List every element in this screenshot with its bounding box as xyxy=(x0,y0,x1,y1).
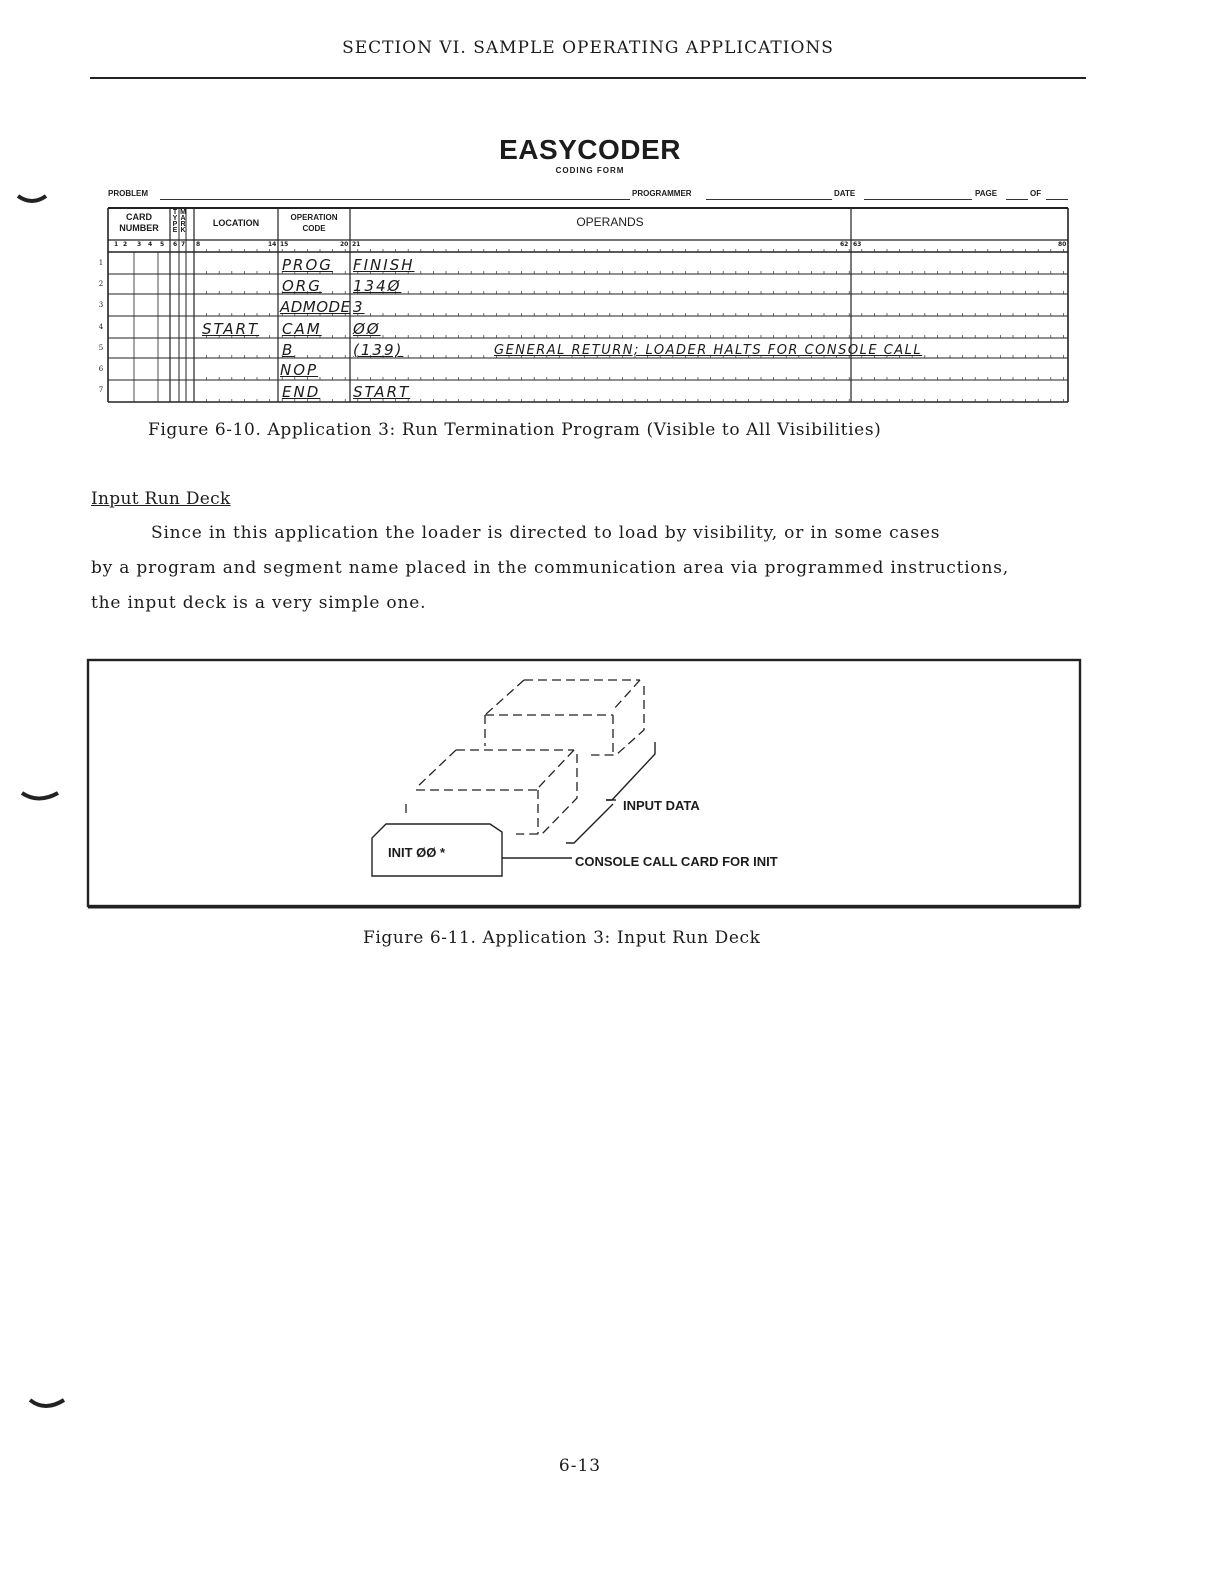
col-num: 7 xyxy=(181,241,186,248)
form-title: EASYCODER xyxy=(499,134,681,165)
col-num: 5 xyxy=(160,241,165,248)
deck-mid-side xyxy=(516,754,577,834)
operands-header: OPERANDS xyxy=(576,215,644,229)
form-subtitle: CODING FORM xyxy=(555,166,625,175)
operation-cell: B xyxy=(282,341,295,359)
card-number-header: CARD NUMBER xyxy=(119,212,159,233)
operands-cell: FINISH xyxy=(353,256,415,274)
col-num: 80 xyxy=(1058,241,1067,248)
operands-cell: 134Ø xyxy=(353,277,402,295)
col-num: 20 xyxy=(340,241,349,248)
paragraph-line: the input deck is a very simple one. xyxy=(91,593,427,613)
operation-cell: END xyxy=(282,383,321,401)
console-call-card-label: CONSOLE CALL CARD FOR INIT xyxy=(575,854,778,869)
deck-back-right-slant xyxy=(613,680,640,710)
operation-cell: ADMODE xyxy=(280,298,351,316)
programmer-field-label: PROGRAMMER xyxy=(632,189,692,198)
operation-cell: CAM xyxy=(282,320,322,338)
date-field-label: DATE xyxy=(834,189,856,198)
problem-field-label: PROBLEM xyxy=(108,189,148,198)
figure-6-11-caption: Figure 6-11. Application 3: Input Run Deck xyxy=(363,928,761,948)
row-number: 1 xyxy=(98,259,104,267)
location-header: LOCATION xyxy=(212,218,260,228)
binder-hole-mark xyxy=(18,196,46,201)
col-num: 15 xyxy=(280,241,289,248)
body-paragraph xyxy=(91,516,1009,621)
col-num: 3 xyxy=(137,241,142,248)
input-data-bracket-front xyxy=(566,804,613,843)
row-number: 3 xyxy=(98,301,104,309)
binder-margin-marks xyxy=(0,0,80,1588)
figure-6-10-caption: Figure 6-10. Application 3: Run Termination Program (Visible to All Visibilities) xyxy=(148,420,882,440)
col-num: 4 xyxy=(148,241,153,248)
operation-code-header: OPERATION CODE xyxy=(290,213,338,233)
comment-cell: GENERAL RETURN; LOADER HALTS FOR CONSOLE CALL xyxy=(494,343,923,358)
page-field-label: PAGE xyxy=(975,189,998,198)
binder-hole-mark xyxy=(30,1400,64,1406)
deck-mid-left-slant xyxy=(416,750,456,788)
mark-header: M A R K xyxy=(180,209,186,234)
type-header: T Y P E xyxy=(172,209,178,234)
col-num: 8 xyxy=(196,241,201,248)
operands-cell: (139) xyxy=(353,341,404,359)
operands-cell: ØØ xyxy=(353,320,381,338)
paragraph-line: by a program and segment name placed in the communication area via programmed instructions, xyxy=(91,558,1009,578)
operation-cell: PROG xyxy=(282,256,333,274)
col-num: 1 xyxy=(114,241,119,248)
location-cell: START xyxy=(202,320,260,338)
paragraph-line: Since in this application the loader is directed to load by visibility, or in some cases xyxy=(151,523,941,543)
operation-cell: NOP xyxy=(280,361,319,379)
page-number: 6-13 xyxy=(558,1456,602,1476)
section-header: SECTION VI. SAMPLE OPERATING APPLICATIONS xyxy=(342,38,834,58)
of-field-label: OF xyxy=(1030,189,1042,198)
deck-back-side xyxy=(591,686,644,755)
deck-back-left-slant xyxy=(485,680,524,715)
col-num: 62 xyxy=(840,241,849,248)
row-number: 7 xyxy=(98,386,104,394)
row-number: 6 xyxy=(98,365,104,373)
deck-mid-right-slant xyxy=(538,750,574,788)
input-deck-diagram xyxy=(86,658,1082,910)
section-heading: Input Run Deck xyxy=(91,489,231,509)
col-num: 14 xyxy=(268,241,277,248)
operands-cell: START xyxy=(353,383,411,401)
init-card-text: INIT ØØ * xyxy=(388,845,446,860)
operation-cell: ORG xyxy=(282,277,322,295)
input-data-label: INPUT DATA xyxy=(623,798,700,813)
row-number: 4 xyxy=(98,323,104,331)
row-number: 2 xyxy=(98,280,104,288)
operands-cell: 3 xyxy=(353,298,365,316)
row-number: 5 xyxy=(98,344,104,352)
diagram-frame xyxy=(88,660,1080,906)
binder-hole-mark xyxy=(22,793,58,799)
col-num: 2 xyxy=(123,241,128,248)
col-num: 6 xyxy=(173,241,178,248)
col-num: 21 xyxy=(352,241,361,248)
col-num: 63 xyxy=(853,241,862,248)
